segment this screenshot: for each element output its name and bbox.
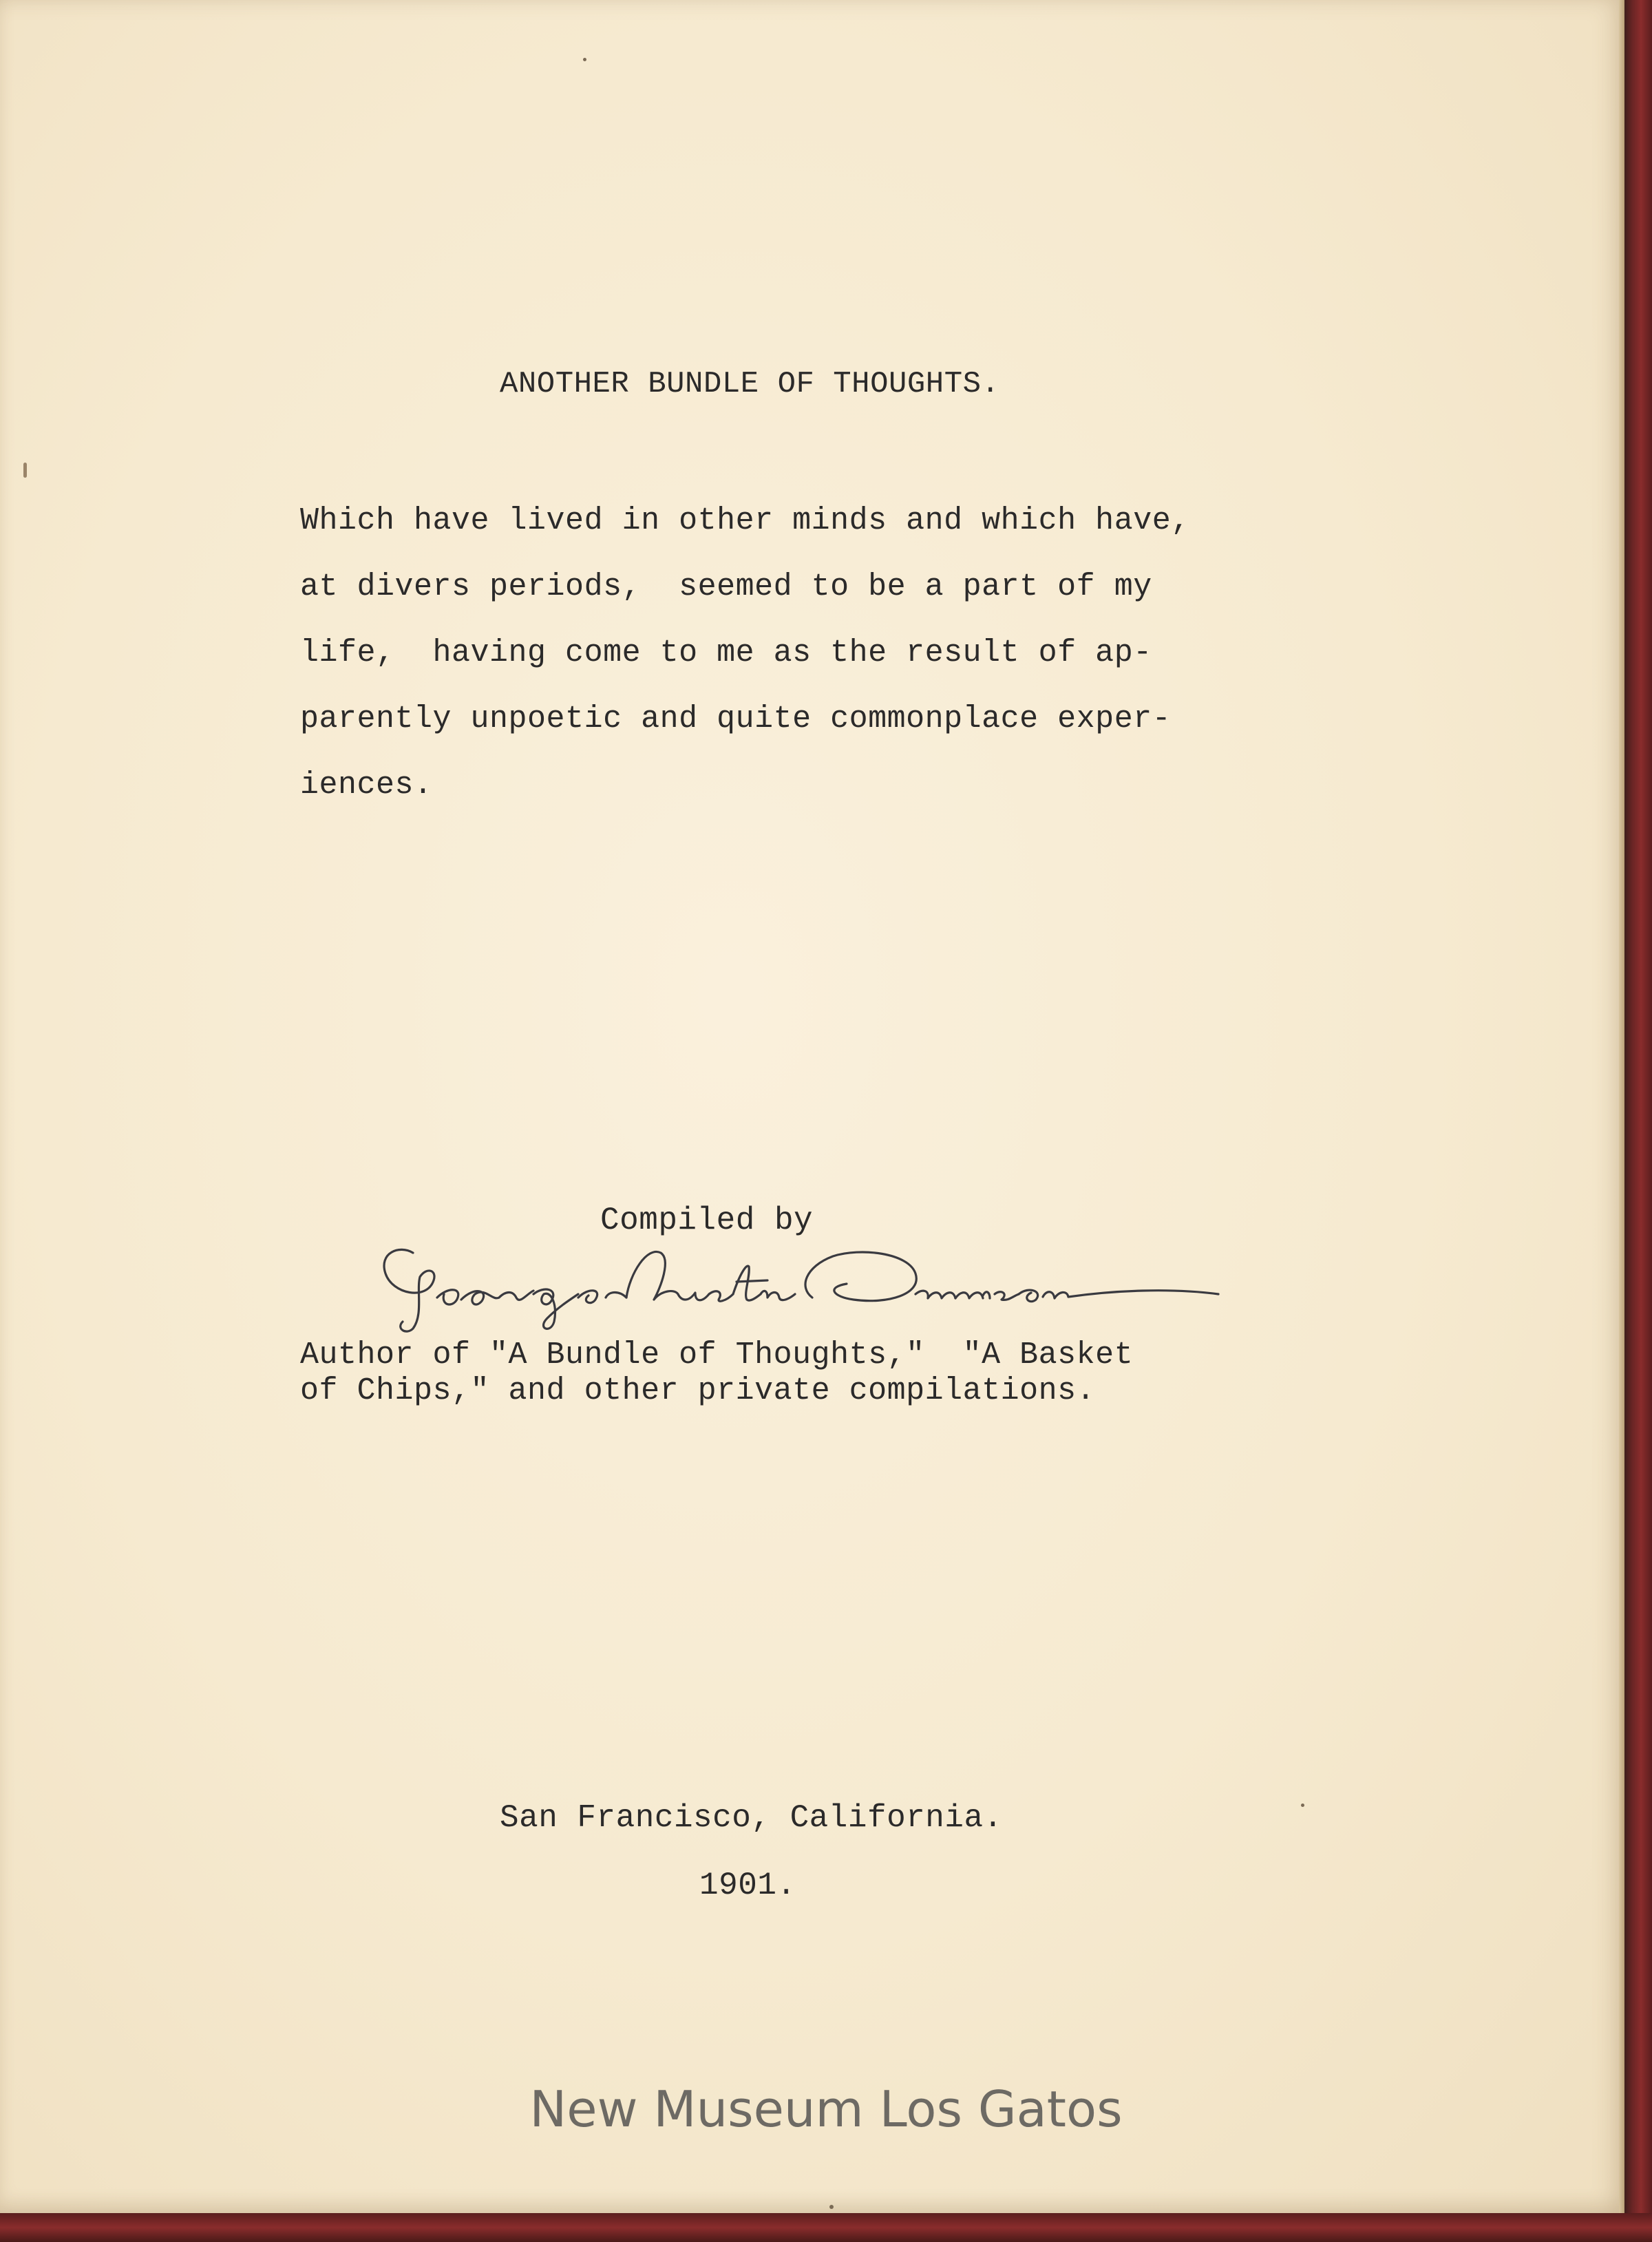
book-binding-right — [1624, 0, 1652, 2242]
book-binding-bottom — [0, 2213, 1652, 2242]
body-text-line: at divers periods, seemed to be a part of my — [300, 569, 1152, 604]
body-text-line: life, having come to me as the result of ap- — [300, 635, 1152, 670]
body-text-line: Which have lived in other minds and which have, — [300, 503, 1190, 538]
paper-fleck — [583, 58, 586, 61]
paper-mark — [23, 463, 27, 478]
document-title: ANOTHER BUNDLE OF THOUGHTS. — [500, 367, 1000, 401]
publication-year: 1901. — [699, 1868, 796, 1903]
author-credits-line: Author of "A Bundle of Thoughts," "A Basket — [300, 1337, 1134, 1373]
publication-place: San Francisco, California. — [500, 1800, 1003, 1836]
author-credits-line: of Chips," and other private compilations. — [300, 1373, 1096, 1408]
compiled-by-label: Compiled by — [600, 1203, 814, 1238]
body-text-line: iences. — [300, 768, 433, 803]
paper-fleck — [1301, 1804, 1304, 1807]
handwritten-signature — [372, 1225, 1267, 1335]
body-text-line: parently unpoetic and quite commonplace exper- — [300, 701, 1172, 737]
paper-fleck — [829, 2205, 834, 2209]
page-edge — [1619, 0, 1624, 2213]
museum-watermark: New Museum Los Gatos — [529, 2080, 1123, 2138]
